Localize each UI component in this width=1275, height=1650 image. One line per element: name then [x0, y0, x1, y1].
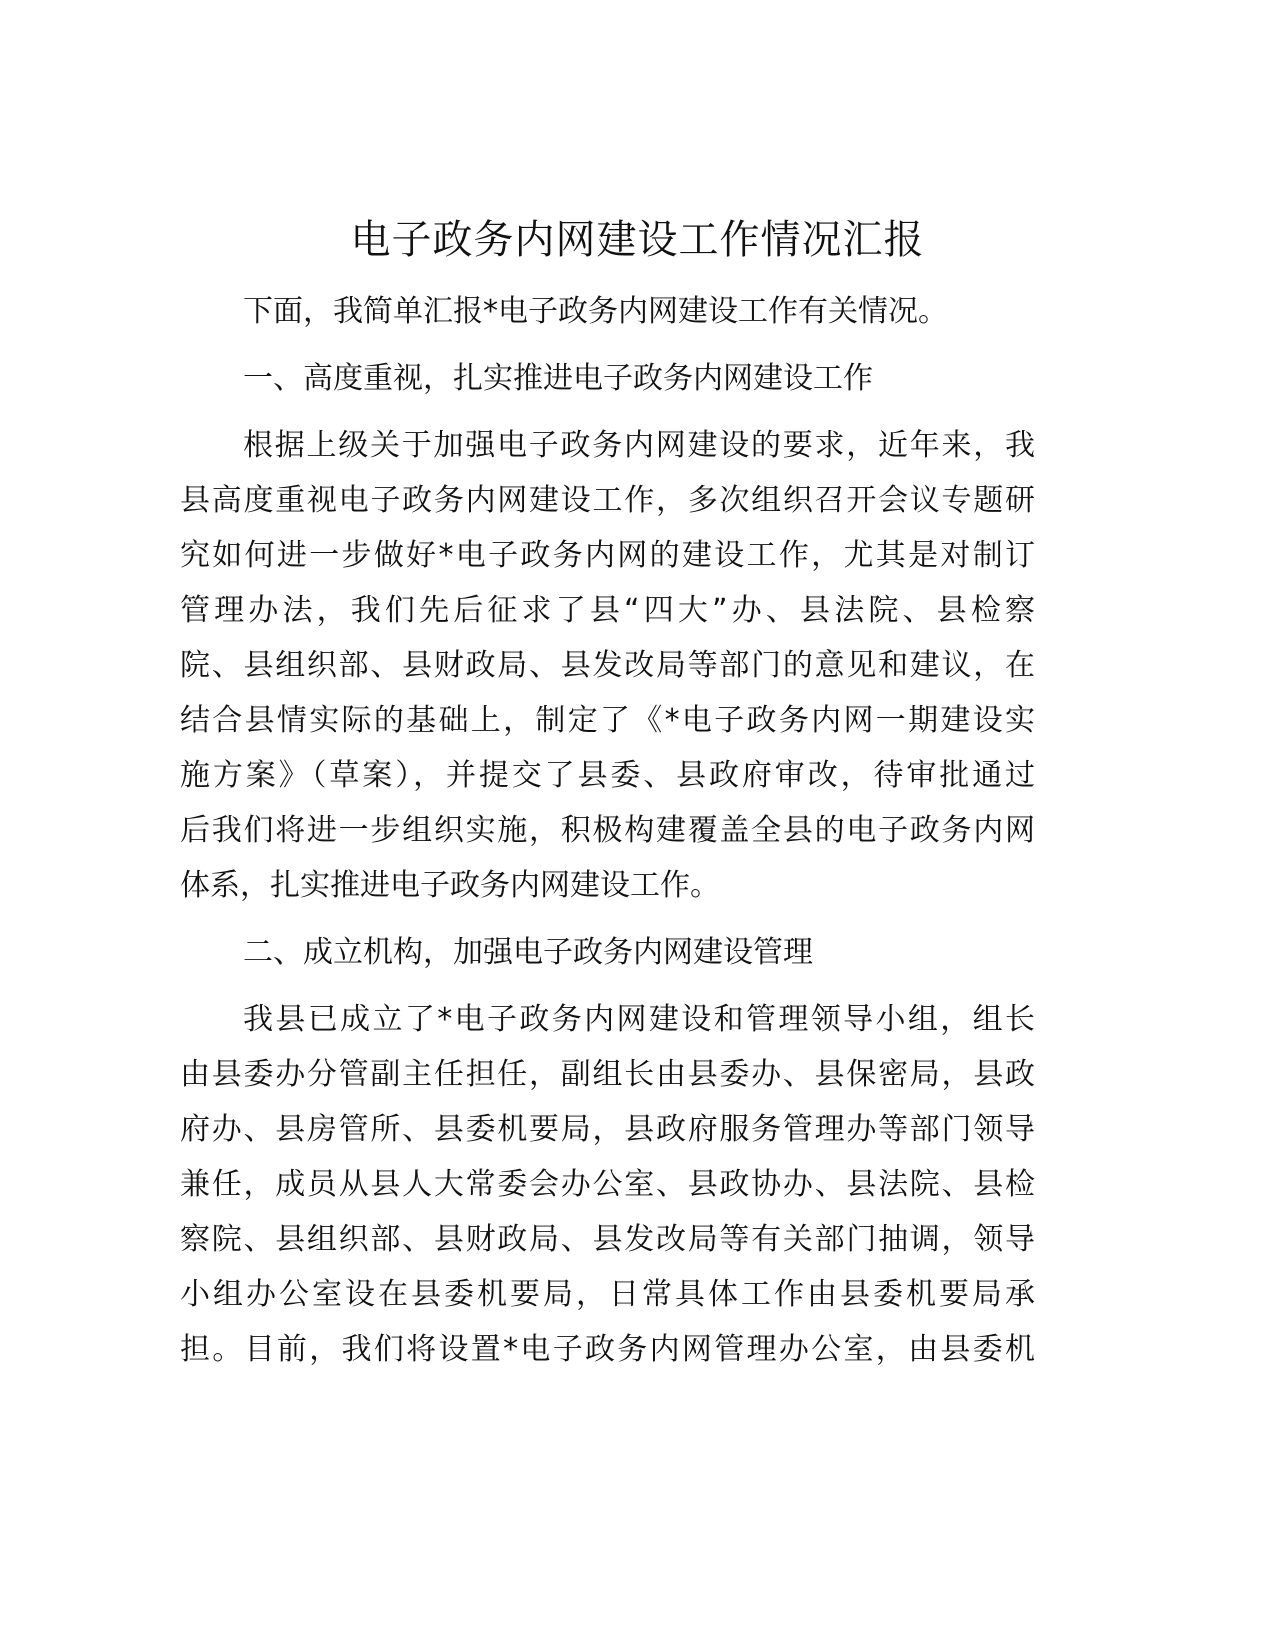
- text-line: 究如何进一步做好*电子政务内网的建设工作，尤其是对制订: [180, 538, 1035, 573]
- text-line: 院、县组织部、县财政局、县发改局等部门的意见和建议，在: [180, 648, 1035, 683]
- text-line: 兼任，成员从县人大常委会办公室、县政协办、县法院、县检: [180, 1167, 1035, 1202]
- text-line: 结合县情实际的基础上，制定了《*电子政务内网一期建设实: [180, 703, 1035, 738]
- intro-paragraph: 下面，我简单汇报*电子政务内网建设工作有关情况。: [243, 294, 948, 329]
- text-line: 根据上级关于加强电子政务内网建设的要求，近年来，我: [243, 428, 1035, 463]
- text-line: 由县委办分管副主任担任，副组长由县委办、县保密局，县政: [180, 1057, 1035, 1092]
- text-line: 察院、县组织部、县财政局、县发改局等有关部门抽调，领导: [180, 1222, 1035, 1257]
- text-line: 体系，扎实推进电子政务内网建设工作。: [180, 868, 720, 903]
- section-2-heading: 二、成立机构，加强电子政务内网建设管理: [243, 935, 813, 970]
- text-line: 府办、县房管所、县委机要局，县政府服务管理办等部门领导: [180, 1112, 1035, 1147]
- text-line: 管理办法，我们先后征求了县“四大”办、县法院、县检察: [180, 593, 1035, 628]
- section-1-heading: 一、高度重视，扎实推进电子政务内网建设工作: [243, 361, 873, 396]
- text-line: 小组办公室设在县委机要局，日常具体工作由县委机要局承: [180, 1277, 1035, 1312]
- text-line: 县高度重视电子政务内网建设工作，多次组织召开会议专题研: [180, 483, 1035, 518]
- text-line: 担。目前，我们将设置*电子政务内网管理办公室，由县委机: [180, 1332, 1035, 1367]
- section-1-paragraph: [180, 418, 1035, 913]
- section-2-paragraph: [180, 992, 1035, 1377]
- text-line: 施方案》（草案），并提交了县委、县政府审改，待审批通过: [180, 758, 1035, 793]
- text-line: 后我们将进一步组织实施，积极构建覆盖全县的电子政务内网: [180, 813, 1035, 848]
- text-line: 我县已成立了*电子政务内网建设和管理领导小组，组长: [243, 1002, 1035, 1037]
- document-title: 电子政务内网建设工作情况汇报: [350, 217, 925, 263]
- document-body: [180, 284, 1035, 1377]
